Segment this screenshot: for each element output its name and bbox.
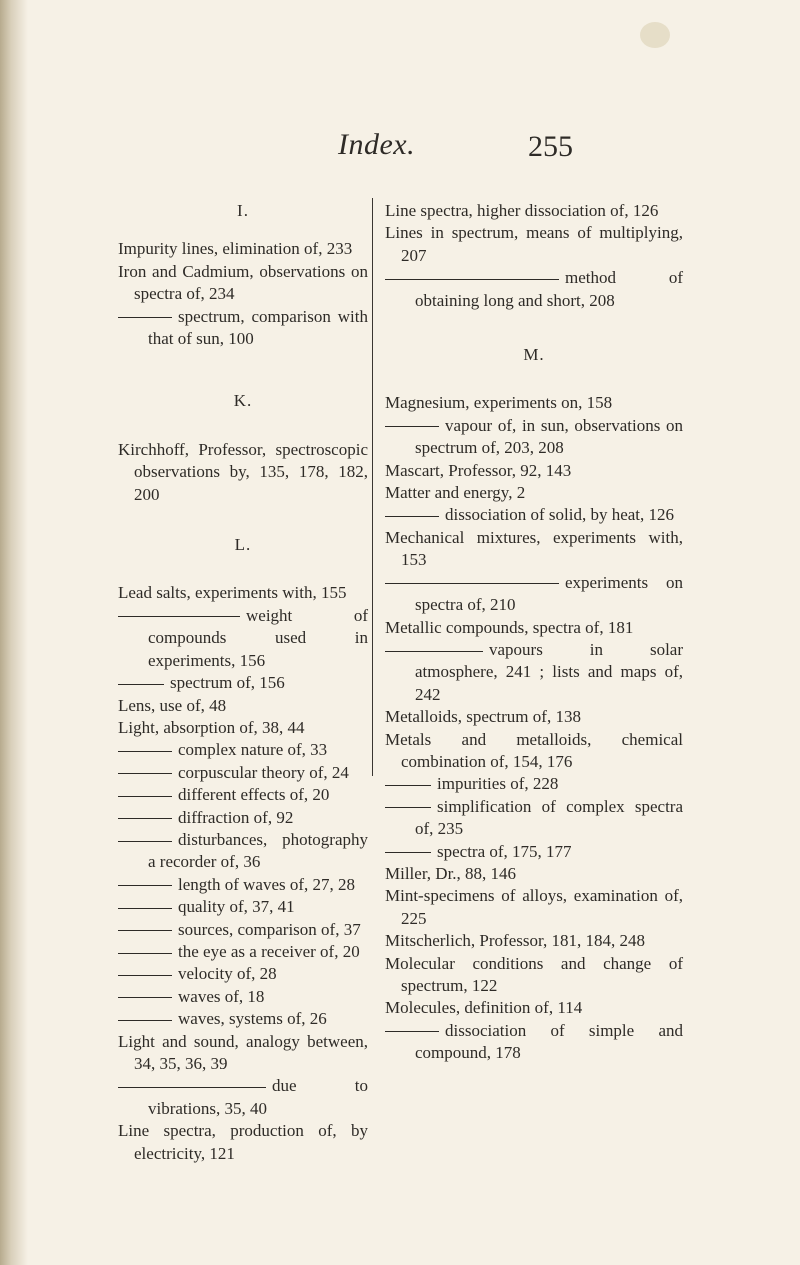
index-subentry xyxy=(385,267,683,312)
index-entry: Mint-specimens of alloys, examination of, 225 xyxy=(385,886,683,928)
ditto-dash xyxy=(118,841,172,842)
page-header xyxy=(0,128,800,168)
index-subentry xyxy=(118,807,368,829)
ditto-dash xyxy=(118,751,172,752)
ditto-dash xyxy=(118,930,172,931)
index-subentry xyxy=(118,829,368,874)
paper-stain xyxy=(640,22,670,48)
ditto-dash xyxy=(118,616,240,617)
index-subentry xyxy=(385,841,683,863)
index-subentry xyxy=(118,306,368,351)
index-subentry-text: complex nature of, 33 xyxy=(178,740,328,760)
index-subentry xyxy=(385,415,683,460)
index-subentry-text: impurities of, 228 xyxy=(437,774,559,794)
index-entry: Lens, use of, 48 xyxy=(118,695,227,715)
ditto-dash xyxy=(385,852,431,853)
ditto-dash xyxy=(385,426,439,427)
index-subentry-text: quality of, 37, 41 xyxy=(178,897,295,917)
ditto-dash xyxy=(385,807,431,808)
index-entry: Molecular conditions and change of spectrum, 122 xyxy=(385,953,683,995)
section-letter-i: I. xyxy=(237,201,249,220)
index-entry: Light, absorption of, 38, 44 xyxy=(118,717,305,737)
index-subentry-text: spectra of, 175, 177 xyxy=(437,841,572,861)
index-entry: Metals and metalloids, chemical combination of, 154, 176 xyxy=(385,729,683,771)
ditto-dash xyxy=(118,684,164,685)
index-subentry xyxy=(118,605,368,672)
index-subentry-text: the eye as a receiver of, 20 xyxy=(178,941,360,961)
index-entry: Lines in spectrum, means of multiplying, 207 xyxy=(385,223,683,265)
index-subentry-text: simplification of complex spectra of, 235 xyxy=(415,796,683,839)
ditto-dash xyxy=(118,908,172,909)
index-entry: Magnesium, experiments on, 158 xyxy=(385,393,613,413)
index-subentry-text: waves of, 18 xyxy=(178,986,265,1006)
index-subentry-text: dissociation of simple and compound, 178 xyxy=(415,1020,683,1063)
index-entry: Kirchhoff, Professor, spectroscopic observations by, 135, 178, 182, 200 xyxy=(118,439,368,504)
page-edge-shadow xyxy=(0,0,28,1265)
index-subentry xyxy=(385,773,683,795)
index-entry: Mechanical mixtures, experiments with, 153 xyxy=(385,527,683,570)
index-subentry-text: due to vibrations, 35, 40 xyxy=(148,1076,368,1118)
index-entry: Impurity lines, elimination of, 233 xyxy=(118,239,353,259)
index-subentry-text: experiments on spectra of, 210 xyxy=(415,572,683,615)
index-subentry-text: method of obtaining long and short, 208 xyxy=(415,268,683,310)
ditto-dash xyxy=(118,953,172,954)
page-title: Index. xyxy=(338,128,416,161)
index-subentry-text: weight of compounds used in experiments, 156 xyxy=(148,605,368,670)
page-number: 255 xyxy=(528,130,573,163)
ditto-dash xyxy=(385,1031,439,1032)
index-entry: Metalloids, spectrum of, 138 xyxy=(385,707,581,727)
section-letter-l: L. xyxy=(234,535,252,555)
index-subentry-text: waves, systems of, 26 xyxy=(178,1009,327,1029)
index-subentry xyxy=(385,504,683,526)
index-entry: Lead salts, experiments with, 155 xyxy=(118,583,347,603)
index-subentry xyxy=(118,784,368,806)
index-entry: Line spectra, production of, by electricity, 121 xyxy=(118,1121,368,1163)
ditto-dash xyxy=(385,516,439,517)
index-subentry-text: sources, comparison of, 37 xyxy=(178,919,361,939)
index-subentry-text: corpuscular theory of, 24 xyxy=(178,762,349,782)
index-subentry-text: diffraction of, 92 xyxy=(178,807,294,827)
ditto-dash xyxy=(385,651,483,652)
index-subentry-text: spectrum of, 156 xyxy=(170,673,285,693)
left-column xyxy=(118,200,368,1165)
index-entry: Light and sound, analogy between, 34, 35, 36, 39 xyxy=(118,1031,368,1073)
index-subentry-text: spectrum, comparison with that of sun, 100 xyxy=(148,306,368,349)
ditto-dash xyxy=(118,317,172,318)
column-divider xyxy=(372,198,373,776)
index-subentry xyxy=(385,796,683,841)
ditto-dash xyxy=(385,279,559,280)
right-column xyxy=(385,200,683,1065)
index-subentry xyxy=(118,919,368,941)
index-subentry xyxy=(385,639,683,706)
index-entry: Molecules, definition of, 114 xyxy=(385,998,583,1018)
index-subentry xyxy=(385,572,683,617)
index-subentry xyxy=(118,1075,368,1120)
index-subentry xyxy=(118,986,368,1008)
index-subentry-text: different effects of, 20 xyxy=(178,785,330,805)
index-entry: Line spectra, higher dissociation of, 126 xyxy=(385,201,659,220)
section-letter-k: K. xyxy=(233,391,253,411)
ditto-dash xyxy=(385,785,431,786)
index-entry: Iron and Cadmium, observations on spectra of, 234 xyxy=(118,261,368,304)
index-entry: Metallic compounds, spectra of, 181 xyxy=(385,617,634,637)
index-subentry-text: dissociation of solid, by heat, 126 xyxy=(445,505,675,525)
ditto-dash xyxy=(118,773,172,774)
ditto-dash xyxy=(385,583,559,584)
section-letter-m: M. xyxy=(523,345,545,365)
index-subentry xyxy=(118,739,368,761)
index-entry: Matter and energy, 2 xyxy=(385,483,526,503)
index-subentry xyxy=(118,762,368,784)
index-subentry-text: vapour of, in sun, observations on spectrum of, 203, 208 xyxy=(415,415,683,458)
index-subentry xyxy=(118,672,368,694)
index-subentry xyxy=(385,1020,683,1065)
ditto-dash xyxy=(118,975,172,976)
index-subentry-text: vapours in solar atmosphere, 241 ; lists and maps of, 242 xyxy=(415,639,683,704)
ditto-dash xyxy=(118,818,172,819)
ditto-dash xyxy=(118,885,172,886)
index-subentry xyxy=(118,896,368,918)
index-entry: Mitscherlich, Professor, 181, 184, 248 xyxy=(385,931,645,951)
ditto-dash xyxy=(118,796,172,797)
index-entry: Mascart, Professor, 92, 143 xyxy=(385,460,572,480)
index-subentry xyxy=(118,1008,368,1030)
index-subentry xyxy=(118,874,368,896)
index-subentry-text: velocity of, 28 xyxy=(178,964,277,984)
index-subentry-text: length of waves of, 27, 28 xyxy=(178,874,356,894)
index-subentry xyxy=(118,963,368,985)
index-subentry xyxy=(118,941,368,963)
ditto-dash xyxy=(118,1020,172,1021)
ditto-dash xyxy=(118,997,172,998)
ditto-dash xyxy=(118,1087,266,1088)
index-subentry-text: disturbances, photography a recorder of, 36 xyxy=(148,829,368,872)
index-entry: Miller, Dr., 88, 146 xyxy=(385,863,517,883)
